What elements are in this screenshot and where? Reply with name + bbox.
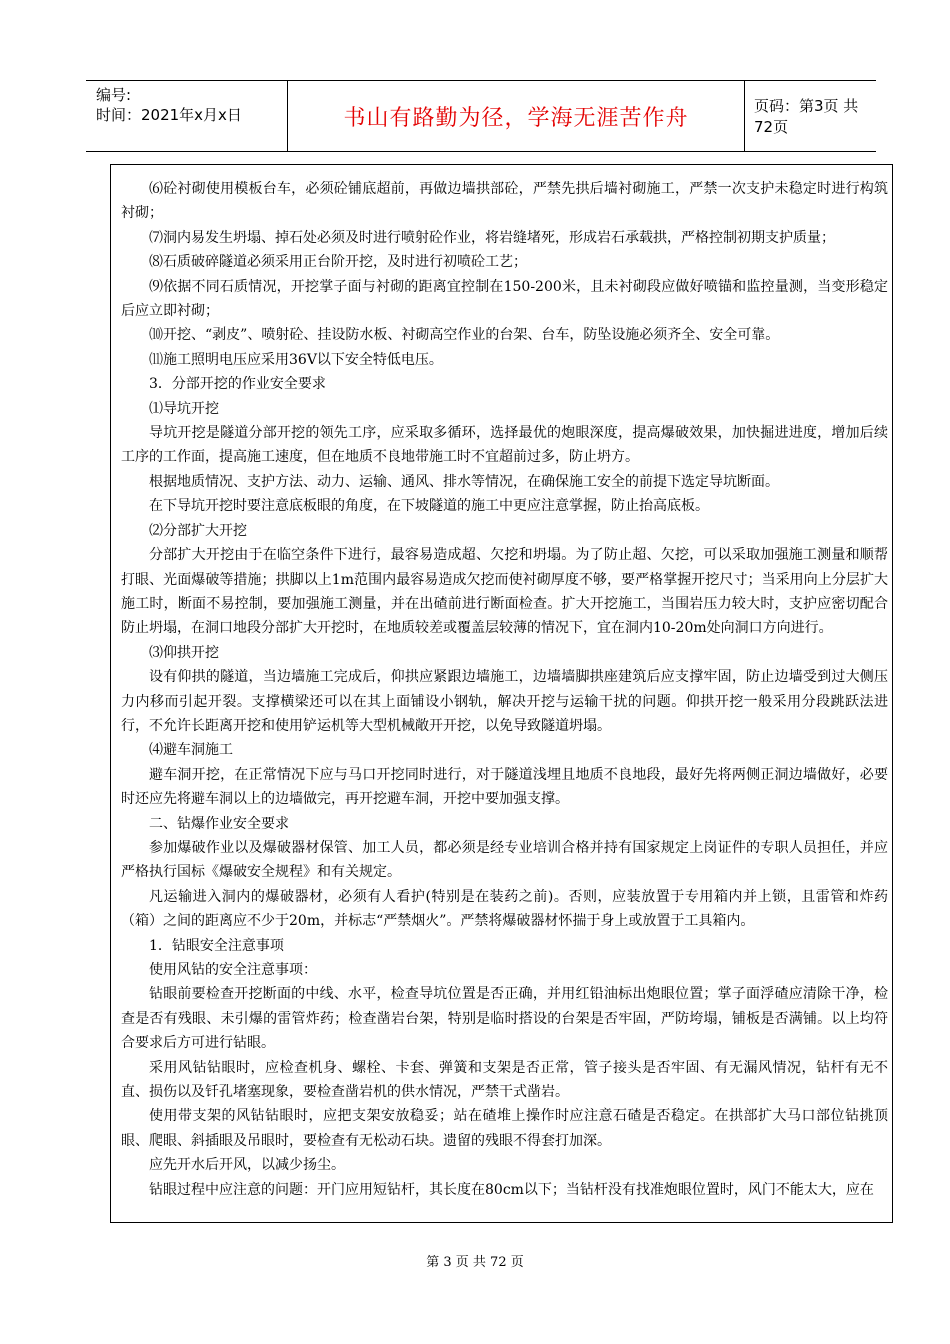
paragraph: 凡运输进入洞内的爆破器材，必须有人看护(特别是在装药之前)。否则，应装放置于专用箱内并上锁，且雷管和炸药（箱）之间的距离应不少于20m，并标志“严禁烟火”。严禁将爆破器材怀揣于身上或放置于工具箱内。 — [121, 888, 888, 930]
section-heading: 3．分部开挖的作业安全要求 — [149, 376, 326, 393]
paragraph: ⑻石质破碎隧道必须采用正台阶开挖，及时进行初喷砼工艺； — [149, 254, 527, 271]
paragraph: 钻眼过程中应注意的问题：开门应用短钻杆，其长度在80cm以下；当钻杆没有找准炮眼位置时，风门不能太大，应在 — [149, 1181, 874, 1198]
paragraph: ⑽开挖、“剥皮”、喷射砼、挂设防水板、衬砌高空作业的台架、台车，防坠设施必须齐全、安全可靠。 — [149, 327, 780, 344]
subsection-heading: ⑶仰拱开挖 — [149, 644, 219, 661]
page-footer — [0, 1251, 950, 1270]
document-body-frame — [110, 164, 893, 1223]
paragraph: ⑼依据不同石质情况，开挖掌子面与衬砌的距离宜控制在150-200米，且未衬砌段应做好喷锚和监控量测，当变形稳定后应立即衬砌； — [121, 278, 888, 320]
page-header — [86, 80, 876, 152]
paragraph: 参加爆破作业以及爆破器材保管、加工人员，都必须是经专业培训合格并持有国家规定上岗证件的专职人员担任，并应严格执行国标《爆破安全规程》和有关规定。 — [121, 839, 888, 881]
header-left — [96, 85, 286, 125]
header-motto-cell — [287, 81, 745, 151]
paragraph: 设有仰拱的隧道，当边墙施工完成后，仰拱应紧跟边墙施工，边墙墙脚拱座建筑后应支撑牢固，防止边墙受到过大侧压力内移而引起开裂。支撑横梁还可以在其上面铺设小钢轨，解决开挖与运输干扰的问题。仰拱开挖一般采用分段跳跃法进行，不允许长距离开挖和使用铲运机等大型机械敞开开挖，以免导致隧道坍塌。 — [121, 669, 888, 734]
time-label: 时间：2021年x月x日 — [96, 106, 242, 124]
section-heading: 1．钻眼安全注意事项 — [149, 937, 284, 954]
paragraph: 钻眼前要检查开挖断面的中线、水平，检查导坑位置是否正确，并用红铅油标出炮眼位置；掌子面浮碴应清除干净，检查是否有残眼、未引爆的雷管炸药；检查凿岩台架，特别是临时搭设的台架是否牢固，严防垮塌，铺板是否满铺。以上均符合要求后方可进行钻眼。 — [121, 986, 888, 1052]
serial-number-label: 编号: — [96, 86, 132, 104]
motto-text: 书山有路勤为径，学海无涯苦作舟 — [343, 105, 689, 131]
section-heading: 二、钻爆作业安全要求 — [149, 815, 289, 832]
paragraph: 使用风钻的安全注意事项： — [149, 962, 317, 978]
paragraph: 使用带支架的风钻钻眼时，应把支架安放稳妥；站在碴堆上操作时应注意石碴是否稳定。在拱部扩大马口部位钻挑顶眼、爬眼、斜插眼及吊眼时，要检查有无松动石块。遗留的残眼不得套打加深。 — [121, 1108, 888, 1149]
header-page-number — [754, 81, 876, 151]
paragraph: 分部扩大开挖由于在临空条件下进行，最容易造成超、欠挖和坍塌。为了防止超、欠挖，可以采取加强施工测量和顺帮打眼、光面爆破等措施；拱脚以上1m范围内最容易造成欠挖而使衬砌厚度不够，要严格掌握开挖尺寸；当采用向上分层扩大施工时，断面不易控制，要加强施工测量，并在出碴前进行断面检查。扩大开挖施工，当围岩压力较大时，支护应密切配合防止坍塌，在洞口地段分部扩大开挖时，在地质较差或覆盖层较薄的情况下，宜在洞内10-20m处向洞口方向进行。 — [121, 547, 888, 637]
paragraph: ⑾施工照明电压应采用36V以下安全特低电压。 — [149, 351, 443, 368]
paragraph: 根据地质情况、支护方法、动力、运输、通风、排水等情况，在确保施工安全的前提下选定导坑断面。 — [149, 473, 779, 490]
paragraph: 采用风钻钻眼时，应检查机身、螺栓、卡套、弹簧和支架是否正常，管子接头是否牢固、有无漏风情况，钻杆有无不直、损伤以及钎孔堵塞现象，要检查凿岩机的供水情况，严禁干式凿岩。 — [121, 1059, 888, 1101]
paragraph: ⑺洞内易发生坍塌、掉石处必须及时进行喷射砼作业，将岩缝堵死，形成岩石承载拱，严格控制初期支护质量； — [149, 229, 835, 246]
paragraph: 应先开水后开风，以减少扬尘。 — [149, 1157, 345, 1174]
paragraph: ⑹砼衬砌使用模板台车，必须砼铺底超前，再做边墙拱部砼，严禁先拱后墙衬砌施工，严禁一次支护未稳定时进行构筑衬砌； — [121, 181, 888, 222]
paragraph: 避车洞开挖，在正常情况下应与马口开挖同时进行，对于隧道浅埋且地质不良地段，最好先将两侧正洞边墙做好，必要时还应先将避车洞以上的边墙做完，再开挖避车洞，开挖中要加强支撑。 — [121, 766, 888, 808]
paragraph: 在下导坑开挖时要注意底板眼的角度，在下坡隧道的施工中更应注意掌握，防止抬高底板。 — [149, 498, 709, 515]
subsection-heading: ⑵分部扩大开挖 — [149, 522, 247, 539]
subsection-heading: ⑷避车洞施工 — [149, 742, 233, 759]
footer-page-number: 第 3 页 共 72 页 — [426, 1255, 524, 1270]
document-body — [111, 165, 892, 1202]
subsection-heading: ⑴导坑开挖 — [149, 400, 219, 417]
paragraph: 导坑开挖是隧道分部开挖的领先工序，应采取多循环，选择最优的炮眼深度，提高爆破效果，加快掘进进度，增加后续工序的工作面，提高施工速度，但在地质不良地带施工时不宜超前过多，防止坍方。 — [121, 425, 888, 466]
page-number-label: 页码：第3页 共72页 — [754, 97, 859, 136]
